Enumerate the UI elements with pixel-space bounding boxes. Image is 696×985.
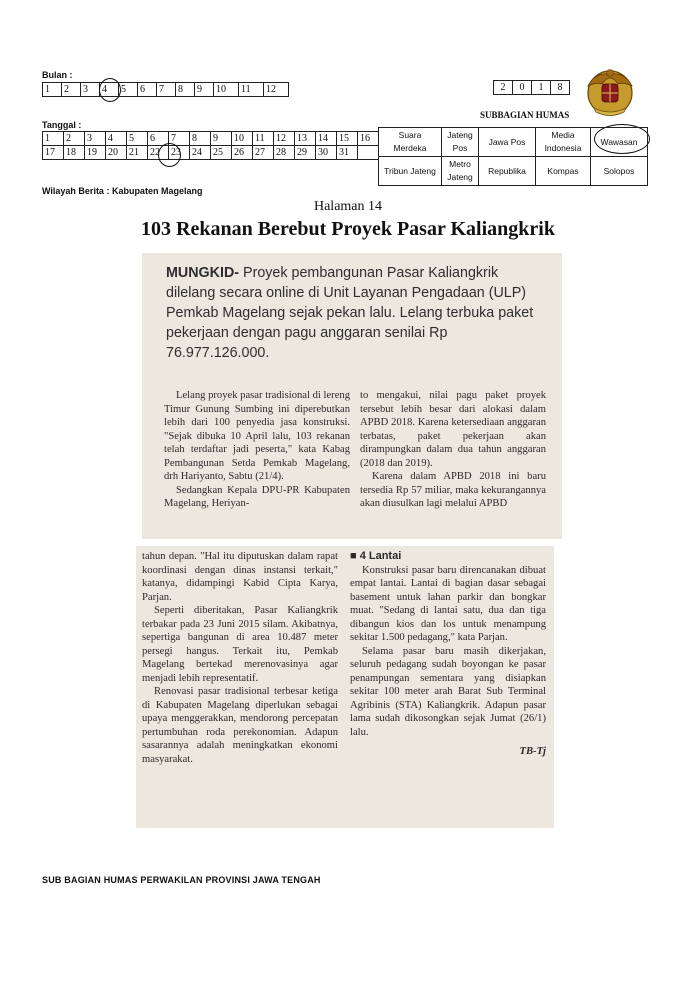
date-cell-29: 29 [295,146,316,160]
year-grid [493,80,570,95]
col3-paragraph-2: Seperti diberitakan, Pasar Kaliangkrik terbakar pada 23 Juni 2015 silam. Akibatnya, sepertiga bangunan di area 10.487 meter persegi hangus. Terkait itu, Pemkab Magelang bertekad merenovasinya agar menjadi lebih representatif. [142,605,338,684]
date-grid [42,131,379,160]
date-cell-16: 16 [358,132,379,146]
year-digit-2: 2 [494,81,513,95]
paper-suara-merdeka: Suara Merdeka [379,128,442,157]
date-cell-28: 28 [274,146,295,160]
month-cell-9: 9 [195,83,214,97]
month-grid [42,82,289,97]
paper-wawasan: Wawasan [591,128,648,157]
date-cell-4: 4 [106,132,127,146]
selected-month-circle [99,78,121,102]
date-cell-21: 21 [127,146,148,160]
year-digit-0: 0 [513,81,532,95]
newspaper-table [378,127,648,186]
article-column-3 [142,550,338,766]
article-column-2 [360,389,546,511]
paper-solopos: Solopos [591,157,648,186]
wilayah-berita: Wilayah Berita : Kabupaten Magelang [42,186,203,196]
month-cell-10: 10 [214,83,239,97]
col3-paragraph-1: tahun depan. "Hal itu diputuskan dalam rapat koordinasi dengan dinas instansi terkait," katanya, didampingi Kabid Cipta Karya, Parjan. [142,551,338,603]
date-cell-empty [358,146,379,160]
col4-paragraph-2: Selama pasar baru masih dikerjakan, seluruh pedagang sudah boyongan ke pasar penampungan sementara yang disiapkan sekitar 100 meter arah Barat Sub Terminal Agribinis (STA) Kaliangkrik. Adapun pasar lama sudah dikosongkan sejak Jumat (26/1) lalu. [350,645,546,738]
date-cell-15: 15 [337,132,358,146]
article-column-4 [350,550,546,759]
date-cell-31: 31 [337,146,358,160]
date-cell-23: 23 [169,146,190,160]
headline: 103 Rekanan Berebut Proyek Pasar Kaliangkrik [141,218,555,240]
paper-media-indonesia: Media Indonesia [536,128,591,157]
article-clipping-top [142,253,562,539]
subhead-4-lantai: ■ 4 Lantai [350,550,402,562]
date-cell-17: 17 [43,146,64,160]
lead-text: Proyek pembangunan Pasar Kaliangkrik dilelang secara online di Unit Layanan Pengadaan (ULP) Pemkab Magelang sejak pekan lalu. Lelang terbuka paket pekerjaan dengan pagu anggaran senilai Rp 76.977.126.000. [166,265,534,361]
article-column-1 [164,389,350,511]
col3-paragraph-3: Renovasi pasar tradisional terbesar ketiga di Kabupaten Magelang diperlukan sebagai upaya menggerakkan, mendorong percepatan pertumbuhan roda perekonomian. Adapun sasarannya adalah meningkatkan ekonomi masyarakat. [142,686,338,765]
month-cell-8: 8 [176,83,195,97]
paper-republika: Republika [479,157,536,186]
col2-paragraph-1: to mengakui, nilai pagu paket proyek tersebut lebih besar dari alokasi dalam APBD 2018. Karena ketersediaan anggaran terbatas, paket pekerjaan akan dirampungkan dalam dua tahun anggaran (2018 dan 2019). [360,390,546,469]
col1-paragraph-2: Sedangkan Kepala DPU-PR Kabupaten Magelang, Heriyan- [164,484,350,509]
date-cell-9: 9 [211,132,232,146]
garuda-emblem-icon [580,64,640,122]
paper-tribun-jateng: Tribun Jateng [379,157,442,186]
department-label: SUBBAGIAN HUMAS [480,110,570,120]
year-digit-8: 8 [551,81,570,95]
date-cell-14: 14 [316,132,337,146]
paper-kompas: Kompas [536,157,591,186]
month-cell-11: 11 [239,83,264,97]
col4-paragraph-1: Konstruksi pasar baru direncanakan dibuat empat lantai. Lantai di bagian dasar sebagai basement untuk lahan parkir dan bongkar muat. "Sedang di lantai satu, dua dan tiga dibangun kios dan los untuk menampung sekitar 1.500 pedagang," kata Parjan. [350,564,546,643]
date-cell-22: 22 [148,146,169,160]
subhead-square-icon: ■ [350,550,360,562]
date-cell-8: 8 [190,132,211,146]
col1-paragraph-1: Lelang proyek pasar tradisional di lereng Timur Gunung Sumbing ini diperebutkan lebih dari 100 penyedia jasa konstruksi. "Sejak dibuka 10 April lalu, 103 rekanan telah terdaftar jadi peserta," kata Kabag Pembangunan Setda Pemkab Magelang, drh Hariyanto, Sabtu (21/4). [164,390,350,482]
footer-text: SUB BAGIAN HUMAS PERWAKILAN PROVINSI JAWA TENGAH [42,875,321,885]
selected-date-circle [158,143,181,167]
date-cell-26: 26 [232,146,253,160]
date-cell-13: 13 [295,132,316,146]
tanggal-label: Tanggal : [42,120,82,130]
byline: TB-Tj [519,746,546,757]
paper-metro-jateng: Metro Jateng [442,157,479,186]
date-cell-19: 19 [85,146,106,160]
month-cell-1: 1 [43,83,62,97]
month-cell-6: 6 [138,83,157,97]
month-cell-5: 5 [119,83,138,97]
date-cell-25: 25 [211,146,232,160]
month-cell-2: 2 [62,83,81,97]
col2-paragraph-2: Karena dalam APBD 2018 ini baru tersedia Rp 57 miliar, maka kekurangannya akan diusulkan lagi melalui APBD [360,471,546,509]
date-cell-18: 18 [64,146,85,160]
paper-jawa-pos: Jawa Pos [479,128,536,157]
date-cell-30: 30 [316,146,337,160]
year-digit-1: 1 [532,81,551,95]
date-cell-3: 3 [85,132,106,146]
lead-paragraph [142,253,562,373]
date-cell-5: 5 [127,132,148,146]
bulan-label: Bulan : [42,70,73,80]
date-cell-12: 12 [274,132,295,146]
article-clipping-bottom [136,546,554,828]
month-cell-12: 12 [264,83,289,97]
date-cell-27: 27 [253,146,274,160]
page-number: Halaman 14 [313,199,383,214]
month-cell-3: 3 [81,83,100,97]
paper-jateng-pos: Jateng Pos [442,128,479,157]
date-cell-24: 24 [190,146,211,160]
date-cell-2: 2 [64,132,85,146]
date-cell-7: 7 [169,132,190,146]
date-cell-11: 11 [253,132,274,146]
month-cell-4: 4 [100,83,119,97]
month-cell-7: 7 [157,83,176,97]
date-cell-6: 6 [148,132,169,146]
date-cell-10: 10 [232,132,253,146]
lead-dateline: MUNGKID- [166,265,240,281]
date-cell-20: 20 [106,146,127,160]
date-cell-1: 1 [43,132,64,146]
